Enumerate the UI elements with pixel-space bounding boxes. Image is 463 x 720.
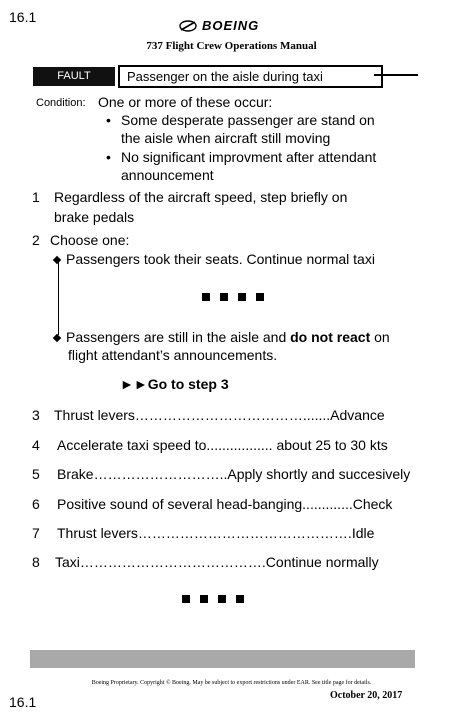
step-action: Check [352,496,393,512]
bullet-text: Some desperate passenger are stand on [121,112,375,128]
choice-b-text-end: on [370,329,390,345]
boeing-emblem-icon [178,19,198,33]
end-separator [182,595,244,603]
leader-dots: ………………………………....... [134,407,331,423]
square-icon [238,293,246,301]
step-item: Thrust levers [57,525,138,541]
step-8 [55,552,420,572]
step-number: 3 [32,407,40,423]
step-1-text-cont: brake pedals [54,209,135,225]
step-action: Apply shortly and succesively [227,466,411,482]
step-item: Thrust levers [54,407,135,423]
brand-name: BOEING [202,18,260,33]
step-number: 4 [32,437,40,453]
step-item: Brake [57,466,94,482]
footer-bar [30,650,415,668]
square-icon [218,595,226,603]
square-icon [220,293,228,301]
step-4 [57,435,419,455]
footer-date: October 20, 2017 [330,690,403,701]
fault-title: Passenger on the aisle during taxi [118,65,383,88]
step-action: Advance [330,407,385,423]
condition-label: Condition: [36,97,86,109]
square-icon [182,595,190,603]
square-icon [202,293,210,301]
page-number-bottom: 16.1 [9,694,37,710]
step-item: Accelerate taxi speed to [57,437,207,453]
fault-badge: FAULT [33,67,115,86]
condition-bullet-cont: announcement [121,167,214,183]
step-number: 7 [32,525,40,541]
leader-dots: ………………………………………. [137,525,352,541]
choice-option-a [54,249,375,269]
step-number: 5 [32,466,40,482]
choice-b-text-cont: flight attendant’s announcements. [68,347,278,363]
choice-b-emphasis: do not react [290,329,371,345]
leader-dots: ................. [206,437,273,453]
step-action: Idle [351,525,375,541]
step-7 [57,523,419,543]
square-icon [200,595,208,603]
goto-step: ►►Go to step 3 [120,376,229,392]
step-item: Taxi [55,554,80,570]
choice-b-text: Passengers are still in the aisle and [66,329,291,345]
choice-a-text: Passengers took their seats. Continue normal taxi [66,251,375,267]
square-icon [256,293,264,301]
diamond-icon [53,256,61,264]
choice-connector [58,262,59,335]
step-1-text: Regardless of the aircraft speed, step briefly on [54,189,348,205]
leader-dots: …………………………………. [79,554,266,570]
square-icon [236,595,244,603]
leader-dots: ……………………….. [93,466,228,482]
step-number: 8 [32,554,40,570]
step-item: Positive sound of several head-banging [57,496,303,512]
step-3 [54,405,419,425]
step-2-text: Choose one: [50,232,130,248]
diamond-icon [53,334,61,342]
step-action: about 25 to 30 kts [276,437,388,453]
step-5 [57,464,422,484]
manual-title: 737 Flight Crew Operations Manual [146,40,317,52]
footer-legal: Boeing Proprietary. Copyright © Boeing. May be subject to export restrictions under EAR. See title page for details. [91,680,372,686]
step-action: Continue normally [265,554,379,570]
page-number-top: 16.1 [9,9,37,25]
step-number: 1 [32,189,40,205]
leader-dots: ............. [302,496,353,512]
condition-bullet: • Some desperate passenger are stand on [106,112,375,128]
condition-text: One or more of these occur: [98,94,273,110]
boeing-logo [178,18,259,33]
choice-option-b [54,327,390,347]
condition-bullet-cont: the aisle when aircraft still moving [121,130,331,146]
section-separator [202,293,264,301]
step-6 [57,494,422,514]
title-rule [374,74,418,76]
step-number: 2 [32,232,40,248]
bullet-text: No significant improvment after attendant [121,149,377,165]
step-number: 6 [32,496,40,512]
condition-bullet: • No significant improvment after attendant [106,149,377,165]
